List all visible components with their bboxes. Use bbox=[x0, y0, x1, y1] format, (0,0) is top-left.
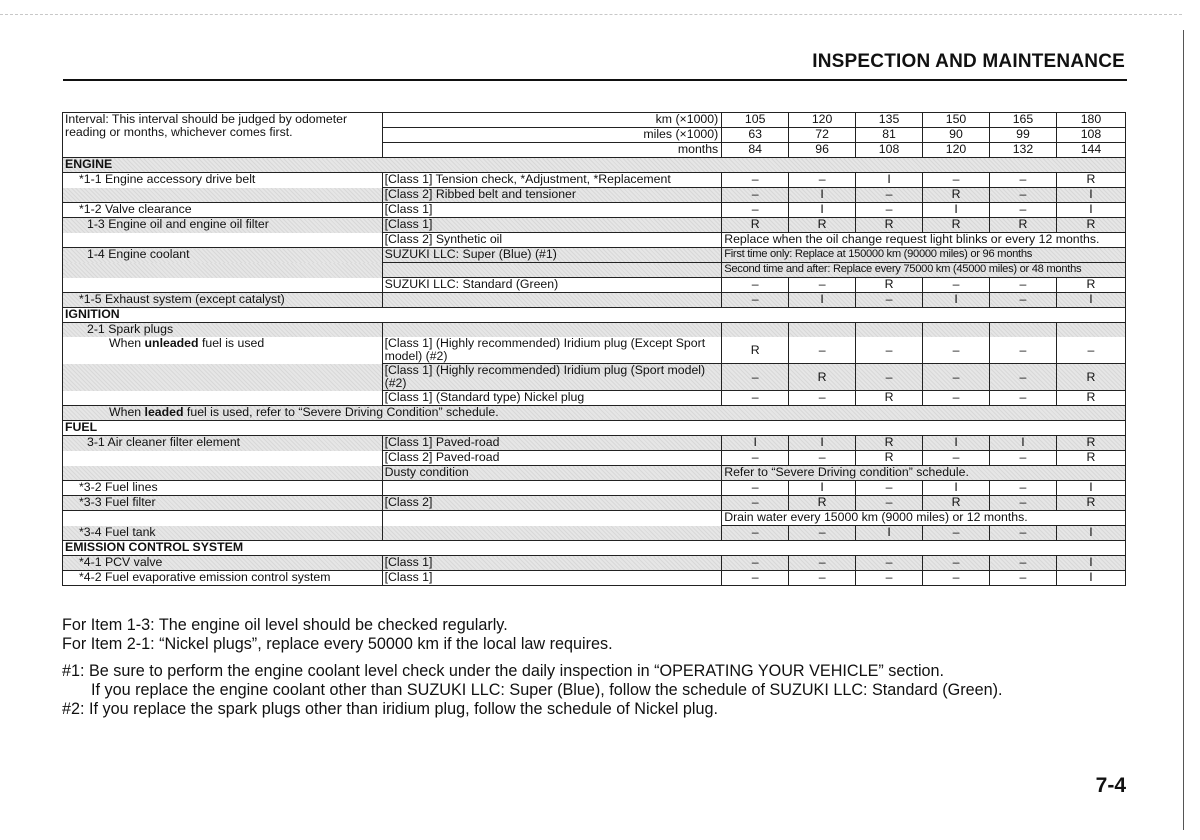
schedule-cell: I bbox=[789, 293, 856, 308]
table-row bbox=[63, 406, 1126, 421]
schedule-cell: I bbox=[722, 436, 789, 451]
item-name: 2-1 Spark plugs bbox=[63, 323, 383, 338]
schedule-cell: – bbox=[856, 337, 923, 364]
schedule-cell: R bbox=[923, 218, 990, 233]
miles-value: 108 bbox=[1056, 128, 1125, 143]
miles-value: 72 bbox=[789, 128, 856, 143]
schedule-cell: R bbox=[923, 496, 990, 511]
schedule-cell: R bbox=[789, 496, 856, 511]
item-class: SUZUKI LLC: Standard (Green) bbox=[382, 278, 722, 293]
schedule-cell: R bbox=[1056, 496, 1125, 511]
item-class: SUZUKI LLC: Super (Blue) (#1) bbox=[382, 248, 722, 263]
item-name bbox=[63, 233, 383, 248]
header-rule bbox=[63, 79, 1127, 81]
note-spacer bbox=[62, 654, 1142, 662]
schedule-cell: I bbox=[856, 526, 923, 541]
km-value: 105 bbox=[722, 113, 789, 128]
item-class: [Class 1] bbox=[382, 203, 722, 218]
schedule-cell: R bbox=[923, 188, 990, 203]
schedule-cell: I bbox=[1056, 526, 1125, 541]
item-class: [Class 1] (Highly recommended) Iridium plug (Sport model) (#2) bbox=[382, 364, 722, 391]
schedule-cell: – bbox=[990, 278, 1057, 293]
note-prefix: When bbox=[109, 405, 145, 419]
item-name bbox=[63, 263, 383, 278]
schedule-cell: – bbox=[856, 556, 923, 571]
table-row bbox=[63, 391, 1126, 406]
schedule-cell: I bbox=[923, 481, 990, 496]
schedule-cell: – bbox=[722, 481, 789, 496]
top-dashed-rule bbox=[0, 14, 1182, 15]
schedule-cell: – bbox=[923, 173, 990, 188]
item-class: [Class 1] (Highly recommended) Iridium plug (Except Sport model) (#2) bbox=[382, 337, 722, 364]
schedule-cell: – bbox=[856, 481, 923, 496]
schedule-cell: R bbox=[856, 436, 923, 451]
schedule-cell: I bbox=[923, 203, 990, 218]
table-row bbox=[63, 278, 1126, 293]
schedule-cell bbox=[923, 323, 990, 338]
item-name: *3-3 Fuel filter bbox=[63, 496, 383, 511]
schedule-cell: – bbox=[789, 451, 856, 466]
months-value: 144 bbox=[1056, 143, 1125, 158]
schedule-cell: R bbox=[856, 278, 923, 293]
table-row bbox=[63, 203, 1126, 218]
schedule-cell: – bbox=[990, 526, 1057, 541]
item-class bbox=[382, 526, 722, 541]
schedule-cell: R bbox=[722, 218, 789, 233]
schedule-cell: – bbox=[789, 556, 856, 571]
table-row bbox=[63, 233, 1126, 248]
schedule-cell: – bbox=[923, 451, 990, 466]
table-row bbox=[63, 496, 1126, 511]
item-name: 3-1 Air cleaner filter element bbox=[63, 436, 383, 451]
schedule-cell: I bbox=[1056, 188, 1125, 203]
km-value: 135 bbox=[856, 113, 923, 128]
table-row bbox=[63, 293, 1126, 308]
schedule-note: Refer to “Severe Driving condition” schedule. bbox=[722, 466, 1126, 481]
item-class bbox=[382, 511, 722, 526]
section-title: EMISSION CONTROL SYSTEM bbox=[63, 541, 1126, 556]
schedule-cell: – bbox=[722, 571, 789, 586]
schedule-cell: I bbox=[1056, 571, 1125, 586]
schedule-cell: R bbox=[990, 218, 1057, 233]
schedule-cell: – bbox=[789, 278, 856, 293]
item-class: [Class 2] Paved-road bbox=[382, 451, 722, 466]
schedule-cell: – bbox=[856, 188, 923, 203]
item-class bbox=[382, 323, 722, 338]
schedule-cell: R bbox=[1056, 218, 1125, 233]
schedule-cell: R bbox=[1056, 278, 1125, 293]
item-class: [Class 1] bbox=[382, 571, 722, 586]
schedule-cell: – bbox=[856, 203, 923, 218]
maintenance-schedule-table bbox=[62, 112, 1126, 586]
schedule-cell: – bbox=[990, 481, 1057, 496]
item-class bbox=[382, 263, 722, 278]
table-row bbox=[63, 436, 1126, 451]
schedule-cell: R bbox=[722, 337, 789, 364]
section-row-engine bbox=[63, 158, 1126, 173]
schedule-cell: – bbox=[923, 556, 990, 571]
item-name bbox=[63, 466, 383, 481]
km-row bbox=[63, 113, 1126, 128]
schedule-cell: – bbox=[923, 337, 990, 364]
item-class bbox=[382, 481, 722, 496]
item-class bbox=[382, 293, 722, 308]
schedule-cell: – bbox=[990, 571, 1057, 586]
note-item-2-1: For Item 2-1: “Nickel plugs”, replace every 50000 km if the local law requires. bbox=[62, 635, 613, 653]
table-row bbox=[63, 218, 1126, 233]
schedule-cell: – bbox=[923, 571, 990, 586]
schedule-cell: – bbox=[990, 203, 1057, 218]
miles-value: 90 bbox=[923, 128, 990, 143]
table-row bbox=[63, 323, 1126, 338]
section-row-ignition bbox=[63, 308, 1126, 323]
item-class: [Class 1] Paved-road bbox=[382, 436, 722, 451]
months-value: 96 bbox=[789, 143, 856, 158]
schedule-cell: I bbox=[1056, 293, 1125, 308]
item-name bbox=[63, 391, 383, 406]
schedule-cell: I bbox=[1056, 556, 1125, 571]
schedule-cell: – bbox=[923, 391, 990, 406]
months-value: 84 bbox=[722, 143, 789, 158]
table-row bbox=[63, 481, 1126, 496]
item-class: [Class 1] Tension check, *Adjustment, *Replacement bbox=[382, 173, 722, 188]
footnotes bbox=[62, 616, 1142, 719]
item-class: [Class 2] Synthetic oil bbox=[382, 233, 722, 248]
schedule-cell: I bbox=[1056, 203, 1125, 218]
schedule-cell: – bbox=[923, 526, 990, 541]
schedule-cell: – bbox=[856, 571, 923, 586]
schedule-cell: R bbox=[1056, 364, 1125, 391]
schedule-cell: – bbox=[722, 203, 789, 218]
months-unit-label: months bbox=[382, 143, 722, 158]
item-name-prefix: When bbox=[109, 337, 145, 350]
table-row bbox=[63, 556, 1126, 571]
schedule-cell: R bbox=[1056, 391, 1125, 406]
km-value: 165 bbox=[990, 113, 1057, 128]
schedule-cell: – bbox=[722, 556, 789, 571]
table-row bbox=[63, 364, 1126, 391]
section-title: FUEL bbox=[63, 421, 1126, 436]
table-row bbox=[63, 511, 1126, 526]
table-row bbox=[63, 337, 1126, 364]
item-name-emphasis: unleaded bbox=[144, 337, 199, 350]
schedule-cell: – bbox=[990, 364, 1057, 391]
schedule-cell bbox=[1056, 323, 1125, 338]
table-row bbox=[63, 173, 1126, 188]
table-row bbox=[63, 466, 1126, 481]
schedule-cell: – bbox=[722, 278, 789, 293]
schedule-cell: – bbox=[722, 391, 789, 406]
months-value: 108 bbox=[856, 143, 923, 158]
table-row bbox=[63, 263, 1126, 278]
miles-unit-label: miles (×1000) bbox=[382, 128, 722, 143]
item-class: [Class 1] bbox=[382, 218, 722, 233]
schedule-cell: R bbox=[789, 218, 856, 233]
schedule-cell: R bbox=[789, 364, 856, 391]
page-title: INSPECTION AND MAINTENANCE bbox=[812, 51, 1125, 72]
item-name: *3-4 Fuel tank bbox=[63, 526, 383, 541]
item-name bbox=[63, 364, 383, 391]
item-name bbox=[63, 188, 383, 203]
item-name-suffix: fuel is used bbox=[198, 337, 265, 350]
table-row bbox=[63, 526, 1126, 541]
schedule-cell: R bbox=[1056, 451, 1125, 466]
interval-label: Interval: This interval should be judged by odometer reading or months, whichever comes first. bbox=[63, 113, 383, 158]
table-row bbox=[63, 571, 1126, 586]
section-title: IGNITION bbox=[63, 308, 1126, 323]
schedule-cell: I bbox=[789, 188, 856, 203]
item-class: [Class 2] bbox=[382, 496, 722, 511]
item-name: *4-1 PCV valve bbox=[63, 556, 383, 571]
schedule-cell: I bbox=[990, 436, 1057, 451]
schedule-cell: I bbox=[789, 203, 856, 218]
km-value: 120 bbox=[789, 113, 856, 128]
schedule-cell: – bbox=[990, 391, 1057, 406]
schedule-cell: – bbox=[990, 451, 1057, 466]
schedule-cell: – bbox=[856, 364, 923, 391]
note-hash-1-continued: If you replace the engine coolant other than SUZUKI LLC: Super (Blue), follow the schedule of SUZUKI LLC: Standard (Green). bbox=[91, 681, 1003, 699]
schedule-cell: – bbox=[856, 496, 923, 511]
schedule-cell: – bbox=[990, 337, 1057, 364]
schedule-cell: – bbox=[990, 496, 1057, 511]
schedule-cell: – bbox=[722, 188, 789, 203]
schedule-cell: – bbox=[789, 337, 856, 364]
schedule-cell: – bbox=[856, 293, 923, 308]
right-margin-rule bbox=[1183, 30, 1184, 830]
schedule-cell bbox=[789, 323, 856, 338]
schedule-cell: – bbox=[722, 173, 789, 188]
schedule-cell: I bbox=[1056, 481, 1125, 496]
item-class: Dusty condition bbox=[382, 466, 722, 481]
schedule-cell: R bbox=[1056, 436, 1125, 451]
schedule-cell: I bbox=[923, 293, 990, 308]
schedule-note: Drain water every 15000 km (9000 miles) or 12 months. bbox=[722, 511, 1126, 526]
months-value: 132 bbox=[990, 143, 1057, 158]
schedule-cell: I bbox=[856, 173, 923, 188]
schedule-cell bbox=[990, 323, 1057, 338]
miles-value: 99 bbox=[990, 128, 1057, 143]
leaded-fuel-note bbox=[63, 406, 1126, 421]
schedule-cell: I bbox=[923, 436, 990, 451]
schedule-cell: – bbox=[722, 451, 789, 466]
note-emphasis: leaded bbox=[144, 405, 184, 419]
schedule-cell bbox=[856, 323, 923, 338]
item-name: *1-2 Valve clearance bbox=[63, 203, 383, 218]
schedule-cell: – bbox=[722, 496, 789, 511]
schedule-cell: R bbox=[856, 391, 923, 406]
section-row-fuel bbox=[63, 421, 1126, 436]
miles-value: 63 bbox=[722, 128, 789, 143]
section-row-emission bbox=[63, 541, 1126, 556]
table-row bbox=[63, 248, 1126, 263]
months-value: 120 bbox=[923, 143, 990, 158]
schedule-cell: – bbox=[789, 571, 856, 586]
schedule-cell: – bbox=[722, 293, 789, 308]
note-item-1-3: For Item 1-3: The engine oil level should be checked regularly. bbox=[62, 616, 508, 634]
item-class: [Class 1] bbox=[382, 556, 722, 571]
item-class: [Class 1] (Standard type) Nickel plug bbox=[382, 391, 722, 406]
schedule-cell: – bbox=[923, 278, 990, 293]
schedule-cell bbox=[722, 323, 789, 338]
section-title: ENGINE bbox=[63, 158, 1126, 173]
item-name: *4-2 Fuel evaporative emission control system bbox=[63, 571, 383, 586]
schedule-cell: – bbox=[789, 526, 856, 541]
km-unit-label: km (×1000) bbox=[382, 113, 722, 128]
miles-value: 81 bbox=[856, 128, 923, 143]
schedule-cell: I bbox=[789, 481, 856, 496]
schedule-cell: – bbox=[789, 173, 856, 188]
schedule-cell: – bbox=[923, 364, 990, 391]
schedule-cell: – bbox=[990, 293, 1057, 308]
item-name bbox=[63, 278, 383, 293]
item-name: *1-5 Exhaust system (except catalyst) bbox=[63, 293, 383, 308]
schedule-cell: R bbox=[856, 451, 923, 466]
schedule-cell: – bbox=[722, 364, 789, 391]
note-hash-2: #2: If you replace the spark plugs other than iridium plug, follow the schedule of Nickel plug. bbox=[62, 700, 718, 718]
item-name: 1-4 Engine coolant bbox=[63, 248, 383, 263]
item-name bbox=[63, 511, 383, 526]
item-name bbox=[63, 337, 383, 364]
schedule-note: Second time and after: Replace every 75000 km (45000 miles) or 48 months bbox=[722, 263, 1126, 278]
schedule-cell: – bbox=[722, 526, 789, 541]
item-class: [Class 2] Ribbed belt and tensioner bbox=[382, 188, 722, 203]
table-row bbox=[63, 451, 1126, 466]
schedule-cell: R bbox=[1056, 173, 1125, 188]
schedule-cell: – bbox=[789, 391, 856, 406]
item-name: 1-3 Engine oil and engine oil filter bbox=[63, 218, 383, 233]
schedule-cell: – bbox=[990, 188, 1057, 203]
schedule-cell: – bbox=[1056, 337, 1125, 364]
note-hash-1: #1: Be sure to perform the engine coolant level check under the daily inspection in “OPERATING YOUR VEHICLE” section. bbox=[62, 662, 945, 680]
item-name: *3-2 Fuel lines bbox=[63, 481, 383, 496]
note-suffix: fuel is used, refer to “Severe Driving Condition” schedule. bbox=[183, 405, 499, 419]
item-name: *1-1 Engine accessory drive belt bbox=[63, 173, 383, 188]
schedule-cell: – bbox=[990, 556, 1057, 571]
km-value: 150 bbox=[923, 113, 990, 128]
table-row bbox=[63, 188, 1126, 203]
schedule-note: Replace when the oil change request light blinks or every 12 months. bbox=[722, 233, 1126, 248]
km-value: 180 bbox=[1056, 113, 1125, 128]
schedule-cell: – bbox=[990, 173, 1057, 188]
schedule-cell: R bbox=[856, 218, 923, 233]
schedule-note: First time only: Replace at 150000 km (90000 miles) or 96 months bbox=[722, 248, 1126, 263]
schedule-cell: I bbox=[789, 436, 856, 451]
item-name bbox=[63, 451, 383, 466]
page-number: 7-4 bbox=[1095, 774, 1126, 797]
